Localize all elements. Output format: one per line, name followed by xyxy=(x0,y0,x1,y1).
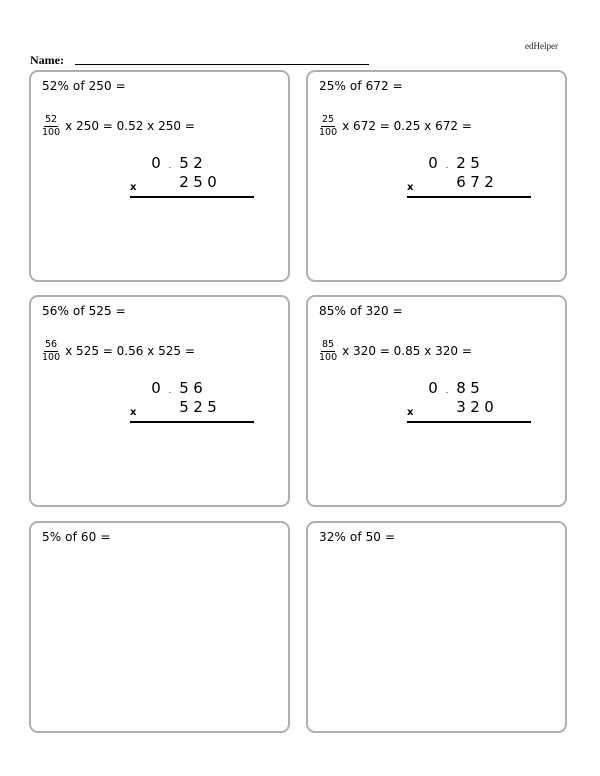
times-sign: x xyxy=(407,182,414,193)
conversion-step xyxy=(319,339,472,363)
denominator: 100 xyxy=(42,126,61,138)
digit: 0 xyxy=(428,379,438,397)
name-label: Name: xyxy=(30,53,64,67)
problem-box-6 xyxy=(306,521,567,733)
digit: 6 xyxy=(456,173,466,191)
digit: 5 xyxy=(179,154,189,172)
digit: 5 xyxy=(179,379,189,397)
answer-rule xyxy=(130,421,254,423)
fraction xyxy=(319,115,337,138)
name-line[interactable] xyxy=(75,64,369,65)
fraction xyxy=(319,340,337,363)
digit: 0 xyxy=(151,379,161,397)
step-text: x 672 = 0.25 x 672 = xyxy=(342,119,472,133)
times-sign: x xyxy=(407,407,414,418)
numerator: 25 xyxy=(322,113,335,125)
answer-rule xyxy=(130,196,254,198)
question: 32% of 50 = xyxy=(319,530,396,544)
multiplier xyxy=(178,398,220,416)
digit: 2 xyxy=(484,173,494,191)
digit: 5 xyxy=(179,398,189,416)
multiplicand xyxy=(150,154,206,172)
multiplier xyxy=(455,398,497,416)
problem-box-2 xyxy=(306,70,567,282)
digit: 7 xyxy=(470,173,480,191)
conversion-step xyxy=(42,114,195,138)
digit: 2 xyxy=(193,398,203,416)
digit: 3 xyxy=(456,398,466,416)
digit: 5 xyxy=(207,398,217,416)
times-sign: x xyxy=(130,182,137,193)
conversion-step xyxy=(319,114,472,138)
vertical-multiplication xyxy=(407,152,531,202)
multiplicand xyxy=(150,379,206,397)
question: 5% of 60 = xyxy=(42,530,111,544)
decimal-point: . xyxy=(445,161,449,170)
fraction xyxy=(42,115,60,138)
vertical-multiplication xyxy=(407,377,531,427)
numerator: 52 xyxy=(45,113,58,125)
question: 52% of 250 = xyxy=(42,79,126,93)
question: 25% of 672 = xyxy=(319,79,403,93)
step-text: x 250 = 0.52 x 250 = xyxy=(65,119,195,133)
decimal-point: . xyxy=(168,161,172,170)
conversion-step xyxy=(42,339,195,363)
brand-label: edHelper xyxy=(525,41,558,51)
digit: 5 xyxy=(470,379,480,397)
problem-box-1 xyxy=(29,70,290,282)
numerator: 56 xyxy=(45,338,58,350)
problem-box-3 xyxy=(29,295,290,507)
digit: 0 xyxy=(484,398,494,416)
answer-rule xyxy=(407,196,531,198)
vertical-multiplication xyxy=(130,377,254,427)
vertical-multiplication xyxy=(130,152,254,202)
problem-box-5 xyxy=(29,521,290,733)
digit: 0 xyxy=(151,154,161,172)
denominator: 100 xyxy=(319,351,338,363)
digit: 5 xyxy=(470,154,480,172)
digit: 2 xyxy=(456,154,466,172)
digit: 0 xyxy=(428,154,438,172)
times-sign: x xyxy=(130,407,137,418)
problem-box-4 xyxy=(306,295,567,507)
decimal-point: . xyxy=(445,386,449,395)
multiplier xyxy=(178,173,220,191)
question: 85% of 320 = xyxy=(319,304,403,318)
numerator: 85 xyxy=(322,338,335,350)
multiplier xyxy=(455,173,497,191)
question: 56% of 525 = xyxy=(42,304,126,318)
multiplicand xyxy=(427,154,483,172)
digit: 2 xyxy=(193,154,203,172)
digit: 5 xyxy=(193,173,203,191)
digit: 6 xyxy=(193,379,203,397)
digit: 0 xyxy=(207,173,217,191)
step-text: x 320 = 0.85 x 320 = xyxy=(342,344,472,358)
step-text: x 525 = 0.56 x 525 = xyxy=(65,344,195,358)
digit: 2 xyxy=(470,398,480,416)
denominator: 100 xyxy=(42,351,61,363)
decimal-point: . xyxy=(168,386,172,395)
multiplicand xyxy=(427,379,483,397)
denominator: 100 xyxy=(319,126,338,138)
digit: 8 xyxy=(456,379,466,397)
fraction xyxy=(42,340,60,363)
answer-rule xyxy=(407,421,531,423)
digit: 2 xyxy=(179,173,189,191)
